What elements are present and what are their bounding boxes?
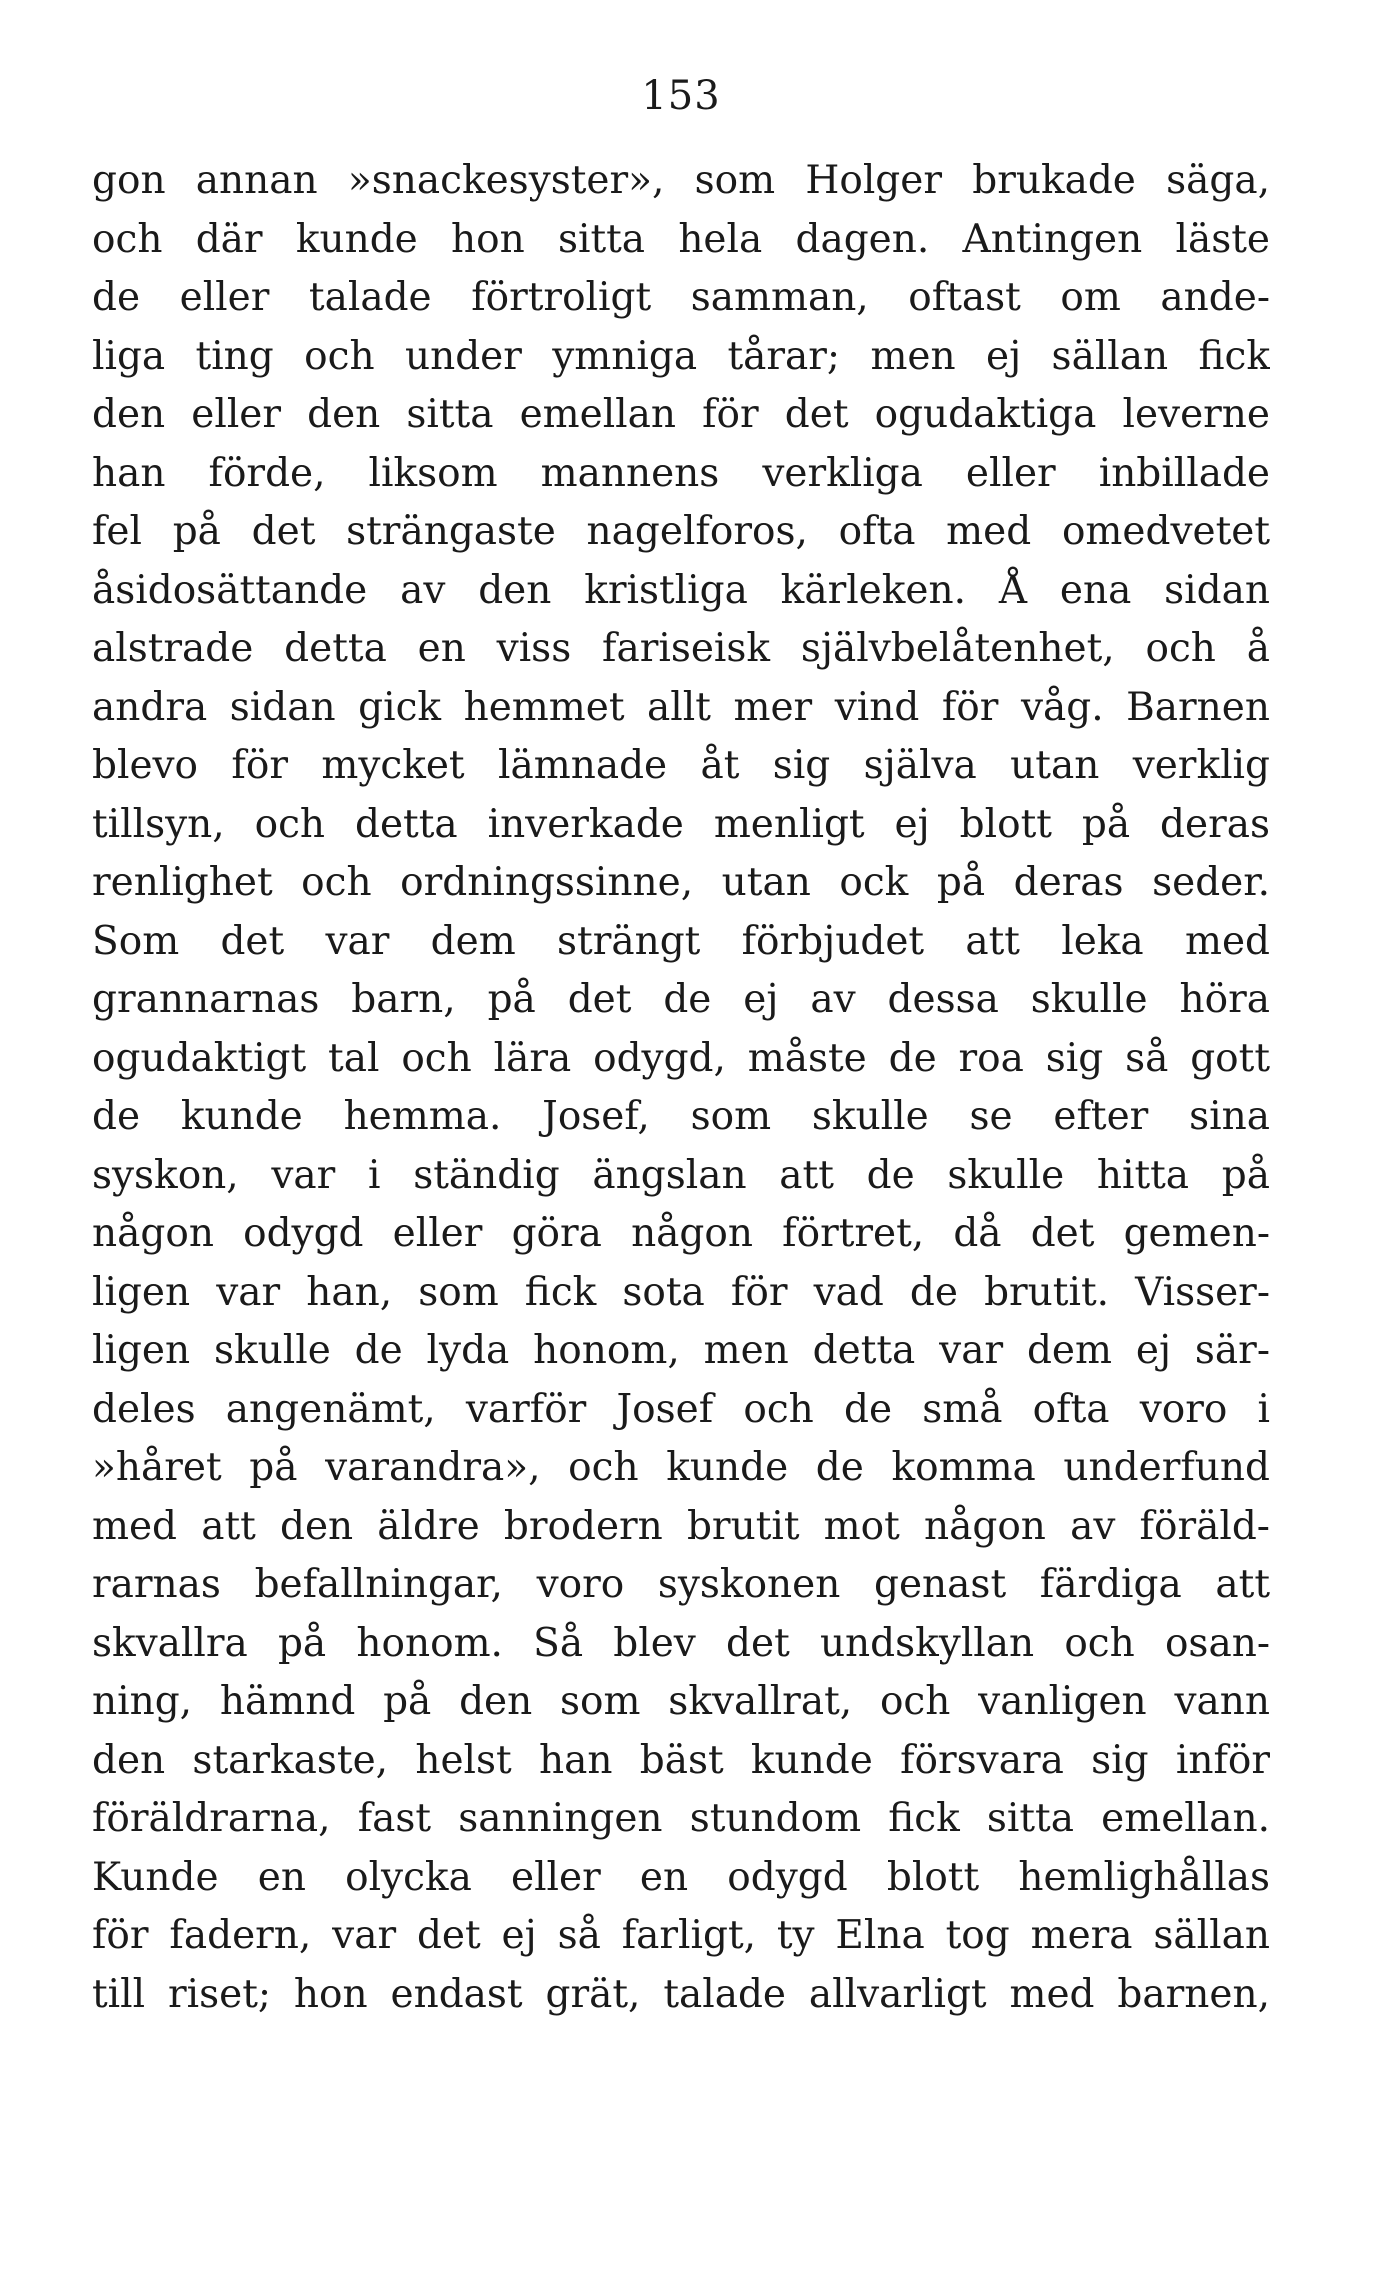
text-line: föräldrarna, fast sanningen stundom fick sitta emellan. [92, 1796, 1270, 1841]
text-line: och där kunde hon sitta hela dagen. Antingen läste [92, 216, 1270, 262]
text-line: tillsyn, och detta inverkade menligt ej blott på deras [92, 801, 1270, 847]
text-line: Kunde en olycka eller en odygd blott hemlighållas [92, 1854, 1270, 1900]
text-line: rarnas befallningar, voro syskonen genast färdiga att [92, 1562, 1270, 1607]
body-text [92, 152, 1270, 2024]
text-line: åsidosättande av den kristliga kärleken. Å ena sidan [92, 567, 1270, 613]
text-line: gon annan »snackesyster», som Holger brukade säga, [92, 158, 1270, 203]
text-line: blevo för mycket lämnade åt sig själva utan verklig [92, 743, 1270, 788]
text-line: den starkaste, helst han bäst kunde försvara sig inför [92, 1737, 1270, 1783]
text-line: renlighet och ordningssinne, utan ock på deras seder. [92, 860, 1270, 905]
text-line: de eller talade förtroligt samman, oftast om ande- [92, 275, 1270, 320]
text-line: deles angenämt, varför Josef och de små ofta voro i [92, 1386, 1270, 1432]
text-line: till riset; hon endast grät, talade allvarligt med barnen, [92, 1971, 1270, 2017]
text-line: de kunde hemma. Josef, som skulle se efter sina [92, 1094, 1270, 1139]
text-line: liga ting och under ymniga tårar; men ej sällan fick [92, 333, 1270, 379]
text-line: den eller den sitta emellan för det ogudaktiga leverne [92, 392, 1270, 437]
text-line: ligen var han, som fick sota för vad de brutit. Visser- [92, 1269, 1270, 1315]
text-line: »håret på varandra», och kunde de komma underfund [92, 1445, 1270, 1490]
text-line: någon odygd eller göra någon förtret, då det gemen- [92, 1211, 1270, 1256]
text-line: ogudaktigt tal och lära odygd, måste de roa sig så gott [92, 1035, 1270, 1081]
page-number: 153 [641, 73, 721, 119]
text-line: andra sidan gick hemmet allt mer vind för våg. Barnen [92, 684, 1270, 730]
text-line: med att den äldre brodern brutit mot någon av föräld- [92, 1503, 1270, 1549]
text-line: han förde, liksom mannens verkliga eller inbillade [92, 450, 1270, 496]
text-line: ning, hämnd på den som skvallrat, och vanligen vann [92, 1679, 1270, 1724]
text-line: för fadern, var det ej så farligt, ty Elna tog mera sällan [92, 1913, 1270, 1958]
text-line: alstrade detta en viss fariseisk självbelåtenhet, och å [92, 626, 1270, 671]
text-line: ligen skulle de lyda honom, men detta var dem ej sär- [92, 1328, 1270, 1373]
text-line: skvallra på honom. Så blev det undskyllan och osan- [92, 1620, 1270, 1666]
text-line: grannarnas barn, på det de ej av dessa skulle höra [92, 977, 1270, 1022]
text-line: Som det var dem strängt förbjudet att leka med [92, 918, 1270, 964]
text-line: fel på det strängaste nagelforos, ofta med omedvetet [92, 509, 1270, 554]
text-line: syskon, var i ständig ängslan att de skulle hitta på [92, 1152, 1270, 1198]
